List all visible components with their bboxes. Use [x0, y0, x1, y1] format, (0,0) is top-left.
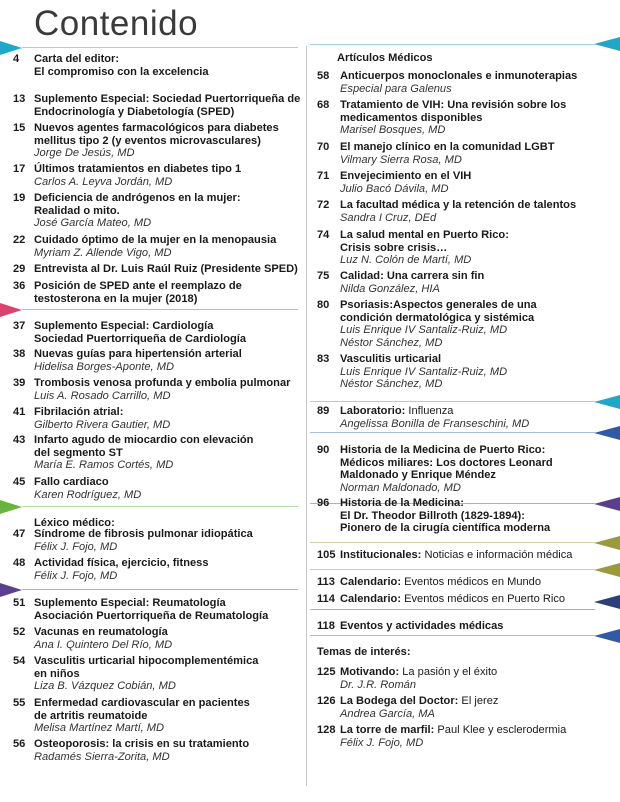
- entry-title: Envejecimiento en el VIH: [340, 170, 472, 182]
- entry-title: Asociación Puertorriqueña de Reumatología: [34, 609, 269, 622]
- entry-title: Vasculitis urticarial: [340, 353, 442, 365]
- page-number: 71: [317, 170, 330, 182]
- page-number: 43: [13, 434, 26, 446]
- page-number: 74: [317, 229, 330, 241]
- divider: [22, 506, 298, 507]
- page-number: 56: [13, 738, 26, 750]
- entry-author: Norman Maldonado, MD: [340, 481, 461, 494]
- page-number: 118: [317, 620, 335, 632]
- page-number: 126: [317, 695, 336, 707]
- page-number: 36: [13, 280, 26, 292]
- entry-title: Anticuerpos monoclonales e inmunoterapias: [340, 70, 578, 82]
- divider: [310, 542, 595, 543]
- entry-author: Ana I. Quintero Del Río, MD: [34, 638, 173, 651]
- page-number: 125: [317, 666, 336, 678]
- entry-title: Enfermedad cardiovascular en pacientes: [34, 697, 250, 709]
- entry-author: Julio Bacó Dávila, MD: [340, 182, 449, 195]
- page-title: Contenido: [34, 4, 199, 43]
- entry-title: testosterona en la mujer (2018): [34, 292, 198, 305]
- accent-triangle-icon: [594, 497, 620, 511]
- entry-author: Myriam Z. Allende Vigo, MD: [34, 246, 172, 259]
- entry-title: Vacunas en reumatología: [34, 626, 168, 638]
- entry-title: Calendario: Eventos médicos en Puerto Rico: [340, 593, 566, 605]
- entry-author: Luis Enrique IV Santaliz-Ruiz, MD: [340, 324, 508, 337]
- entry-title: La facultad médica y la retención de talentos: [340, 199, 577, 211]
- page-number: 37: [13, 320, 26, 332]
- page-number: 17: [13, 163, 26, 175]
- page-number: 55: [13, 697, 26, 709]
- entry-author: Carlos A. Leyva Jordán, MD: [34, 175, 173, 188]
- accent-triangle-icon: [594, 629, 620, 643]
- page-number: 89: [317, 405, 330, 417]
- page-number: 90: [317, 444, 330, 456]
- page-number: 45: [13, 476, 26, 488]
- entry-author: José García Mateo, MD: [34, 217, 152, 230]
- column-divider: [306, 46, 307, 786]
- entry-title: Osteoporosis: la crisis en su tratamiento: [34, 738, 250, 750]
- entry-author: Karen Rodríguez, MD: [34, 488, 142, 501]
- entry-author: Félix J. Fojo, MD: [34, 540, 118, 553]
- page-number: 19: [13, 192, 26, 204]
- entry-author: Marisel Bosques, MD: [340, 124, 446, 137]
- entry-title: Crisis sobre crisis…: [340, 241, 448, 254]
- page-number: 75: [317, 270, 330, 282]
- entry-author: María E. Ramos Cortés, MD: [34, 459, 174, 472]
- entry-title: Fallo cardiaco: [34, 476, 109, 488]
- accent-triangle-icon: [0, 583, 22, 597]
- page-number: 128: [317, 724, 336, 736]
- entry-author: Dr. J.R. Román: [340, 678, 417, 691]
- entry-title: Realidad o mito.: [34, 204, 120, 217]
- divider: [22, 309, 298, 310]
- entry-title: Posición de SPED ante el reemplazo de: [34, 280, 242, 292]
- accent-triangle-icon: [594, 426, 620, 440]
- entry-title: Síndrome de fibrosis pulmonar idiopática: [34, 528, 253, 540]
- entry-title: Deficiencia de andrógenos en la mujer:: [34, 192, 241, 204]
- entry-author: Gilberto Rivera Gautier, MD: [34, 418, 171, 431]
- entry-author: Luis A. Rosado Carrillo, MD: [34, 389, 171, 402]
- entry-author: Félix J. Fojo, MD: [340, 736, 424, 749]
- entry-author: Liza B. Vázquez Cobián, MD: [34, 680, 176, 693]
- page-number: 68: [317, 99, 330, 111]
- entry-author: Melisa Martínez Martí, MD: [34, 722, 165, 735]
- divider: [22, 47, 298, 48]
- entry-title: Entrevista al Dr. Luis Raúl Ruiz (Presidente SPED): [34, 263, 298, 275]
- entry-author: Néstor Sánchez, MD: [340, 378, 443, 391]
- page-number: 72: [317, 199, 330, 211]
- entry-title: medicamentos disponibles: [340, 111, 483, 124]
- page-number: 58: [317, 70, 330, 82]
- entry-title: Maldonado y Enrique Méndez: [340, 469, 496, 482]
- page-number: 15: [13, 122, 26, 134]
- entry-title: Laboratorio: Influenza: [340, 405, 454, 417]
- entry-title: Nuevos agentes farmacológicos para diabetes: [34, 122, 279, 134]
- divider: [310, 44, 595, 45]
- entry-title: Historia de la Medicina:: [340, 497, 464, 509]
- entry-title: Cuidado óptimo de la mujer en la menopausia: [34, 234, 277, 246]
- entry-title: Últimos tratamientos en diabetes tipo 1: [34, 163, 242, 175]
- entry-title: Eventos y actividades médicas: [340, 620, 504, 632]
- entry-title: condición dermatológica y sistémica: [340, 311, 535, 324]
- accent-triangle-icon: [0, 303, 22, 317]
- page-number: 52: [13, 626, 26, 638]
- divider: [310, 569, 595, 570]
- entry-title: Calendario: Eventos médicos en Mundo: [340, 576, 542, 588]
- entry-author: Sandra I Cruz, DEd: [340, 211, 437, 224]
- entry-title: Actividad física, ejercicio, fitness: [34, 557, 209, 569]
- page-number: 4: [13, 53, 20, 65]
- accent-triangle-icon: [594, 595, 620, 609]
- entry-title: en niños: [34, 667, 80, 680]
- entry-author: Especial para Galenus: [340, 82, 452, 95]
- entry-title: Endocrinología y Diabetología (SPED): [34, 105, 235, 118]
- entry-title: del segmento ST: [34, 446, 123, 459]
- accent-triangle-icon: [594, 536, 620, 550]
- entry-author: Vilmary Sierra Rosa, MD: [340, 153, 462, 166]
- entry-title: Suplemento Especial: Cardiología: [34, 320, 214, 332]
- entry-author: Nilda González, HIA: [340, 282, 440, 295]
- accent-triangle-icon: [0, 500, 22, 514]
- entry-title: Trombosis venosa profunda y embolia pulmonar: [34, 377, 291, 389]
- page-number: 51: [13, 597, 26, 609]
- page-number: 105: [317, 549, 336, 561]
- page-number: 39: [13, 377, 26, 389]
- entry-title: Suplemento Especial: Reumatología: [34, 597, 226, 609]
- entry-author: Angelissa Bonilla de Franseschini, MD: [340, 417, 530, 430]
- entry-title: Sociedad Puertorriqueña de Cardiología: [34, 332, 247, 345]
- accent-triangle-icon: [594, 37, 620, 51]
- accent-triangle-icon: [594, 395, 620, 409]
- entry-title: Infarto agudo de miocardio con elevación: [34, 434, 254, 446]
- page-number: 22: [13, 234, 26, 246]
- entry-title: Calidad: Una carrera sin fin: [340, 270, 485, 282]
- divider: [310, 609, 595, 610]
- divider: [310, 432, 595, 433]
- divider: [22, 589, 298, 590]
- entry-title: Vasculitis urticarial hipocomplementémica: [34, 655, 259, 667]
- entry-title: Fibrilación atrial:: [34, 406, 124, 418]
- page-number: 48: [13, 557, 26, 569]
- entry-author: Néstor Sánchez, MD: [340, 336, 443, 349]
- entry-title: El compromiso con la excelencia: [34, 65, 209, 78]
- entry-title: Motivando: La pasión y el éxito: [340, 666, 498, 678]
- page-number: 70: [317, 141, 330, 153]
- entry-author: Radamés Sierra-Zorita, MD: [34, 750, 170, 763]
- page-number: 113: [317, 576, 335, 588]
- entry-author: Félix J. Fojo, MD: [34, 569, 118, 582]
- entry-author: Luz N. Colón de Martí, MD: [340, 254, 472, 267]
- section-heading: Artículos Médicos: [337, 52, 433, 64]
- page-number: 114: [317, 593, 335, 605]
- entry-title: La torre de marfil: Paul Klee y esclerodermia: [340, 724, 567, 736]
- entry-title: mellitus tipo 2 (y eventos microvasculares): [34, 134, 261, 147]
- entry-title: Médicos miliares: Los doctores Leonard: [340, 456, 553, 469]
- page-number: 47: [13, 528, 26, 540]
- entry-title: Psoriasis:Aspectos generales de una: [340, 299, 537, 311]
- section-heading: Temas de interés:: [317, 646, 411, 658]
- entry-title: La salud mental en Puerto Rico:: [340, 229, 509, 241]
- divider: [310, 635, 595, 636]
- divider: [310, 401, 595, 402]
- entry-author: Hidelisa Borges-Aponte, MD: [34, 360, 174, 373]
- entry-title: Léxico médico:: [34, 517, 115, 529]
- page-number: 13: [13, 93, 26, 105]
- entry-title: El Dr. Theodor Billroth (1829-1894):: [340, 509, 525, 522]
- page-number: 41: [13, 406, 26, 418]
- page-number: 96: [317, 497, 330, 509]
- entry-title: Pionero de la cirugía científica moderna: [340, 522, 551, 535]
- accent-triangle-icon: [594, 563, 620, 577]
- page-number: 83: [317, 353, 330, 365]
- entry-title: Tratamiento de VIH: Una revisión sobre los: [340, 99, 567, 111]
- entry-title: Suplemento Especial: Sociedad Puertorriqueña de: [34, 93, 301, 105]
- entry-author: Andrea García, MA: [340, 707, 435, 720]
- entry-title: La Bodega del Doctor: El jerez: [340, 695, 499, 707]
- entry-author: Luis Enrique IV Santaliz-Ruiz, MD: [340, 365, 508, 378]
- entry-title: El manejo clínico en la comunidad LGBT: [340, 141, 555, 153]
- entry-title: Carta del editor:: [34, 53, 120, 65]
- entry-title: Nuevas guías para hipertensión arterial: [34, 348, 242, 360]
- page-number: 38: [13, 348, 26, 360]
- entry-title: de artritis reumatoide: [34, 709, 148, 722]
- page-number: 29: [13, 263, 26, 275]
- entry-author: Jorge De Jesús, MD: [34, 147, 135, 160]
- entry-title: Institucionales: Noticias e información médica: [340, 549, 573, 561]
- entry-title: Historia de la Medicina de Puerto Rico:: [340, 444, 546, 456]
- page-number: 54: [13, 655, 26, 667]
- page-number: 80: [317, 299, 330, 311]
